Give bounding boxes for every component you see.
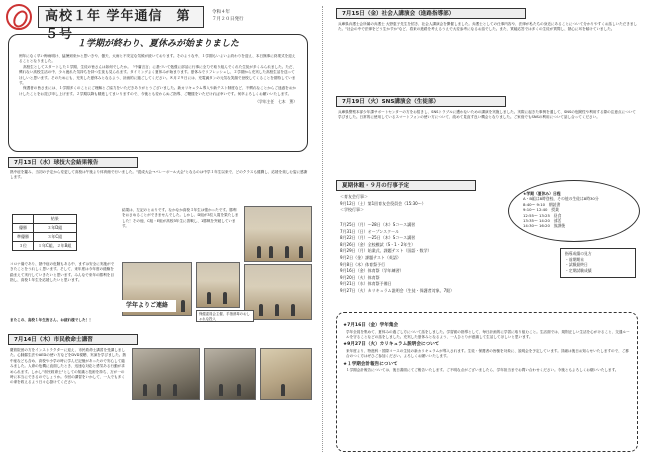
list-item: 8月26日（金）全校模試（S・1・2年生） xyxy=(340,241,416,247)
notice-title: 学年よりご連絡 xyxy=(118,300,176,312)
notice-item-body: 学年全員を集めて、夏休みの過ごし方について話をしました。学習面の指導として、毎日計画的に学習に取り組むこと。生活面では、規則正しい生活を心がけること、交通ルールを守ることなどの話をしました。充実した夏休みとなるよう、一人ひとりが意識して生活してほしいと思います。 xyxy=(346,329,630,339)
notice-item-title: ★9月27日（火）カリキュラム説明会について xyxy=(343,342,440,348)
headline-paragraph: 高校生としてスタートした１学期、生徒の皆さんは如何でしたか。「中庸言言」に基づいて勉強に部活に行事に全力で取り組んでくれた生徒が多くみられました。ただ、慣れない高校生活の中、少々疲れた気持ちを持つ生徒も見られます。タイミングよく夏休みが始まります。夏休みでリフレッシュし、２学期から充実した高校生活を送ってほしいと思います。そのためにも、充実した夏休みとなるよう、計画的に過ごしてください。８月２９日には、充電満タンの元気な笑顔で登校してくることを期待しています。 xyxy=(19,64,297,86)
ballgame-cheer: またこの、高校１年生皆さん、お疲れ様でした！！ xyxy=(10,318,93,322)
summer-schedule-bubble: ★学期（夏休み）日程 A・B組は8時登校、その他の生徒は8時30分 8:40～ 9:10 朝読書 9:10～ 12:40 授業 12:55～ 13:25 昼食 13:35～ 14:20 部活 14:30～ 16:20 放課後 xyxy=(508,180,640,242)
newsletter-title: 高校１年 学年通信 第５号 xyxy=(38,6,204,28)
seminar-photo-3 xyxy=(260,348,312,400)
ballgame-heading: 7月13日（水）球技大会結果報告 xyxy=(8,157,138,168)
table-row: ３位 １年C組、２年B組 xyxy=(13,242,77,251)
ballgame-photo-1 xyxy=(244,206,312,262)
seminar-photo-2 xyxy=(204,348,256,400)
lecture-body: 兵庫県弁護士会所属の弁護士 大野恵子先生を招き、社会人講演会を開催しました。弁護士としての仕事内容や、法律が私たちの身近にあることについて分かりやすくお話しいただきました。"社会の中で法律をどう生かすか"など、将来の進路を考えるうえで大変参考になるお話でした。また、質疑応答では多くの生徒が質問し、熱心に耳を傾けていました。 xyxy=(338,22,638,32)
list-item: 9月21日（水）体育祭予備日 xyxy=(340,281,392,287)
results-table xyxy=(12,214,77,251)
seminar-heading: 7月14日（木）市民救命士講習 xyxy=(8,334,138,345)
headline-signature: （学年主任 七木 薫） xyxy=(255,99,297,105)
seminar-photo-1 xyxy=(132,348,200,400)
photo-caption: 保健委員会主催、手指消毒のおしゃれな投入 xyxy=(196,310,254,322)
school-logo-icon xyxy=(6,4,32,30)
notice-item-title: ★１学期会計報告について xyxy=(343,361,398,367)
list-item: 9月27日（火）カリキュラム説明会（生徒・保護者対象、7限） xyxy=(340,287,455,293)
ballgame-intro: 熱中症を鑑み、当初の予定から変更して高校は午後より体育館で行いました。"混成大会→バレーボール大会"となるのは中学１年生以来で、どのクラスも健闘し、応援を楽しむ姿に感謝します。 xyxy=(10,170,308,180)
notice-box xyxy=(336,312,638,452)
list-item: 7月31日（日）オープンスクール xyxy=(340,228,400,234)
table-row: 準優勝 ３年C組 xyxy=(13,233,77,242)
info-box: 指導成績の見方 ・前期期末 ・試験最終日 ・定期試験成績 xyxy=(560,248,636,278)
notice-item-body: 来年度より、特進科・国際コースの生徒の新カリキュラムが導入されます。生徒・保護者の皆様を対象に、説明会を予定しています。詳細は後日お知らせいたしますので、ご都合のつく方はぜひご参加ください。よろしくお願いいたします。 xyxy=(346,348,629,359)
headline-title: １学期が終わり、夏休みが始まりました xyxy=(76,39,239,49)
headline-paragraph: 保護者の皆さまには、１学期多くのことにご理解とご協力をいただきありがとうございました。新カリキュラム導入や新テスト制度など、不慣れなことからご迷惑をおかけしたことをお詫び申し上げます。２学期以降も精進してまいりますので、今後とも変わらぬご指導、ご鞭撻をいただければ幸いです。何卒よろしくお願いいたします。 xyxy=(19,86,296,96)
notice-item-body: １学期会計報告については、後日書面にてご報告いたします。ご不明な点がございましたら、学年担当までお問い合わせください。今後ともよろしくお願いいたします。 xyxy=(346,368,619,373)
ballgame-photo-3 xyxy=(196,262,240,308)
table-row: 結果 xyxy=(13,215,77,224)
list-item: 8月22日（月）～25日（木）Sコース講習 xyxy=(340,235,416,241)
headline-paragraph: 例年になく早い梅雨明け、猛暑到来かと思いきや、曇天、大雨と不安定な気候が続いております。そのような中、１学期もいよいよ終わりを迎え、本日無事に終業式を迎えることとなりました。 xyxy=(19,54,296,64)
list-item: 7月25日（月）～28日（木）Sコース講習 xyxy=(340,222,416,227)
notice-item-title: ★7月16日（金）学年集会 xyxy=(343,323,399,328)
headline-article xyxy=(8,34,308,152)
schedule-heading: 夏期休暇・９月の行事予定 xyxy=(336,180,476,191)
list-item: 8月29日（月）始業式、課題テスト（国語・数学） xyxy=(340,248,432,254)
list-item: 9月16日（金）体育祭（学年練習） xyxy=(340,268,404,274)
sns-heading: 7月19日（火）SNS講演会（生徒部） xyxy=(336,96,506,107)
schedule-pta: ＜育友会行事＞ 9月12日（土）第1回育友会役員会（15:30～） ＜学校行事＞ xyxy=(340,194,426,213)
list-item: 9月20日（火）体育祭 xyxy=(340,274,380,280)
sns-body: 兵庫県警察本部少年課サポートセンターの方をお招きし、SNSトラブルに遭わないための講演を実施しました。実際に起きた事例を通して、SNSの危険性や利用する際の注意点について学びました。日常的に使用しているスマートフォンの使い方について、改めて見直す良い機会となりました。ご家庭でもSNSの利用について話し合ってください。 xyxy=(338,110,636,120)
lecture-heading: 7月15日（金）社会人講演会（進路指導部） xyxy=(336,8,526,19)
ballgame-side-text: 結果は、左記のとおりです。なかなか高校３年生は強かったです。勝利をおさめることができませんでした。しかし、D組が3位入賞を果たしました！その他、C組・E組が高校3年生に善戦し、1勝戦を突破しています。 xyxy=(122,208,239,229)
list-item: 9月2日（金）課題テスト（英語） xyxy=(340,254,401,260)
issue-date: 令和４年 ７月２０日発行 xyxy=(212,10,244,22)
table-row: 優勝 ３年D組 xyxy=(13,224,77,233)
seminar-body: 慶旅院団の方をインストラクターに迎え、市民救命士講習を受講しました。心肺蘇生法やAEDの使い方などをDVD視聴、実演を学びました。熱中症なども含め、高校や小学の時に学んだ記憶があったので安心して臨みました。人命の危機に直面したとき、迅速な対応と勇気ある行動が求められます。しかし"市民救命士"としての知識と技術を持ち、万が一の時に本当にできるのでしょうか。今回の講習をいかして、一人でも多くの命を救えるよう日々心掛けてください。 xyxy=(10,348,127,385)
ballgame-photo-4 xyxy=(244,264,312,320)
list-item: 9月8日（木）体育祭予行 xyxy=(340,261,386,267)
column-divider xyxy=(322,6,323,452)
ballgame-closing: コロナ禍であり、熱中症の危険もある中、まずは安全に実施ができたことをうれしく思います。そして、来年度は今年度の経験を踏まえて実行していきたいと思います。みんなで来年の勝利を目指し、高校１年生を応援したいと思います。 xyxy=(10,262,115,283)
